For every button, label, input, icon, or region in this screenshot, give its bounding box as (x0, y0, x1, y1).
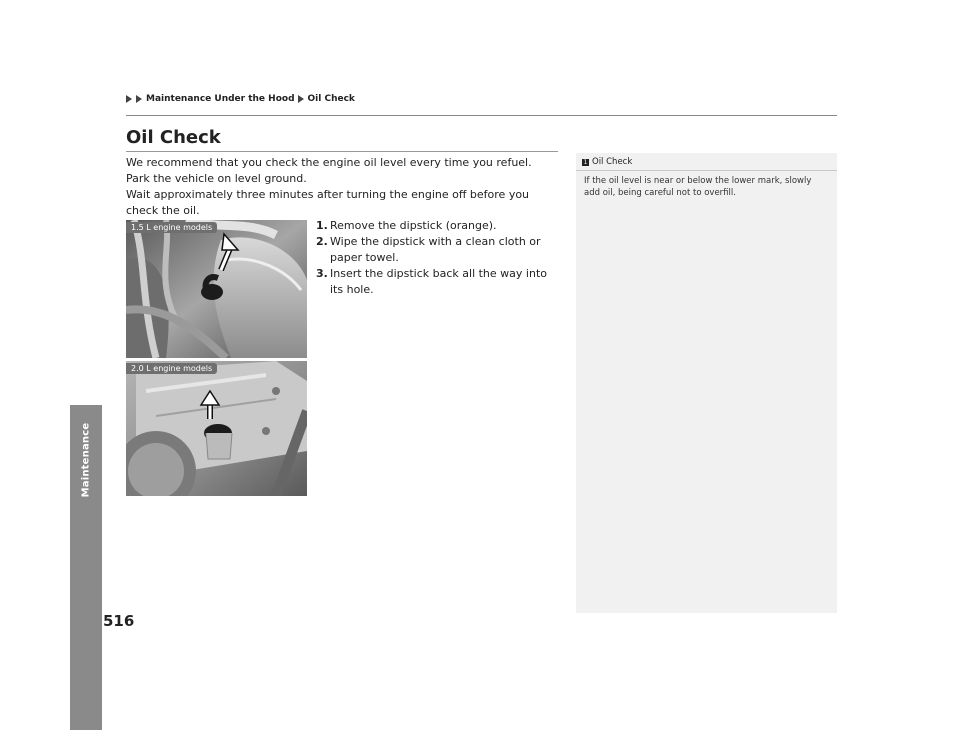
title-rule (126, 151, 558, 152)
header-rule (126, 115, 837, 116)
engine-photo-1-5l (126, 220, 307, 358)
intro-line: We recommend that you check the engine oil level every time you refuel. (126, 156, 532, 169)
page-number: 516 (103, 612, 135, 630)
step-item (316, 266, 556, 298)
engine-photo-2-0l (126, 361, 307, 496)
sidebar-rule (576, 170, 837, 171)
intro-text (126, 155, 558, 219)
sidebar-text: If the oil level is near or below the lower mark, slowly add oil, being careful not to overfill. (584, 176, 812, 198)
step-list (316, 218, 556, 298)
breadcrumb (126, 94, 355, 104)
engine-illustration (126, 361, 307, 496)
step-text: Wipe the dipstick with a clean cloth or paper towel. (330, 235, 541, 264)
sidebar-heading-text: Oil Check (592, 157, 633, 167)
breadcrumb-section: Maintenance Under the Hood (146, 94, 295, 104)
breadcrumb-page: Oil Check (307, 94, 355, 104)
page-title: Oil Check (126, 127, 221, 148)
step-text: Remove the dipstick (orange). (330, 219, 497, 232)
step-number: 3. (316, 267, 328, 280)
chapter-tab-label: Maintenance (80, 422, 92, 498)
notes-sidebar (576, 153, 837, 613)
breadcrumb-arrow-icon (126, 95, 132, 103)
step-item (316, 234, 556, 266)
step-number: 1. (316, 219, 328, 232)
sidebar-heading (582, 157, 632, 167)
step-item (316, 218, 556, 234)
breadcrumb-arrow-icon (136, 95, 142, 103)
engine-illustration (126, 220, 307, 358)
photo-label: 1.5 L engine models (126, 222, 217, 233)
breadcrumb-arrow-icon (298, 95, 304, 103)
intro-line: Park the vehicle on level ground. (126, 172, 307, 185)
step-text: Insert the dipstick back all the way into its hole. (330, 267, 547, 296)
step-number: 2. (316, 235, 328, 248)
note-ref-icon: 1 (583, 158, 588, 166)
intro-line: Wait approximately three minutes after turning the engine off before you check the oil. (126, 188, 530, 217)
photo-label: 2.0 L engine models (126, 363, 217, 374)
